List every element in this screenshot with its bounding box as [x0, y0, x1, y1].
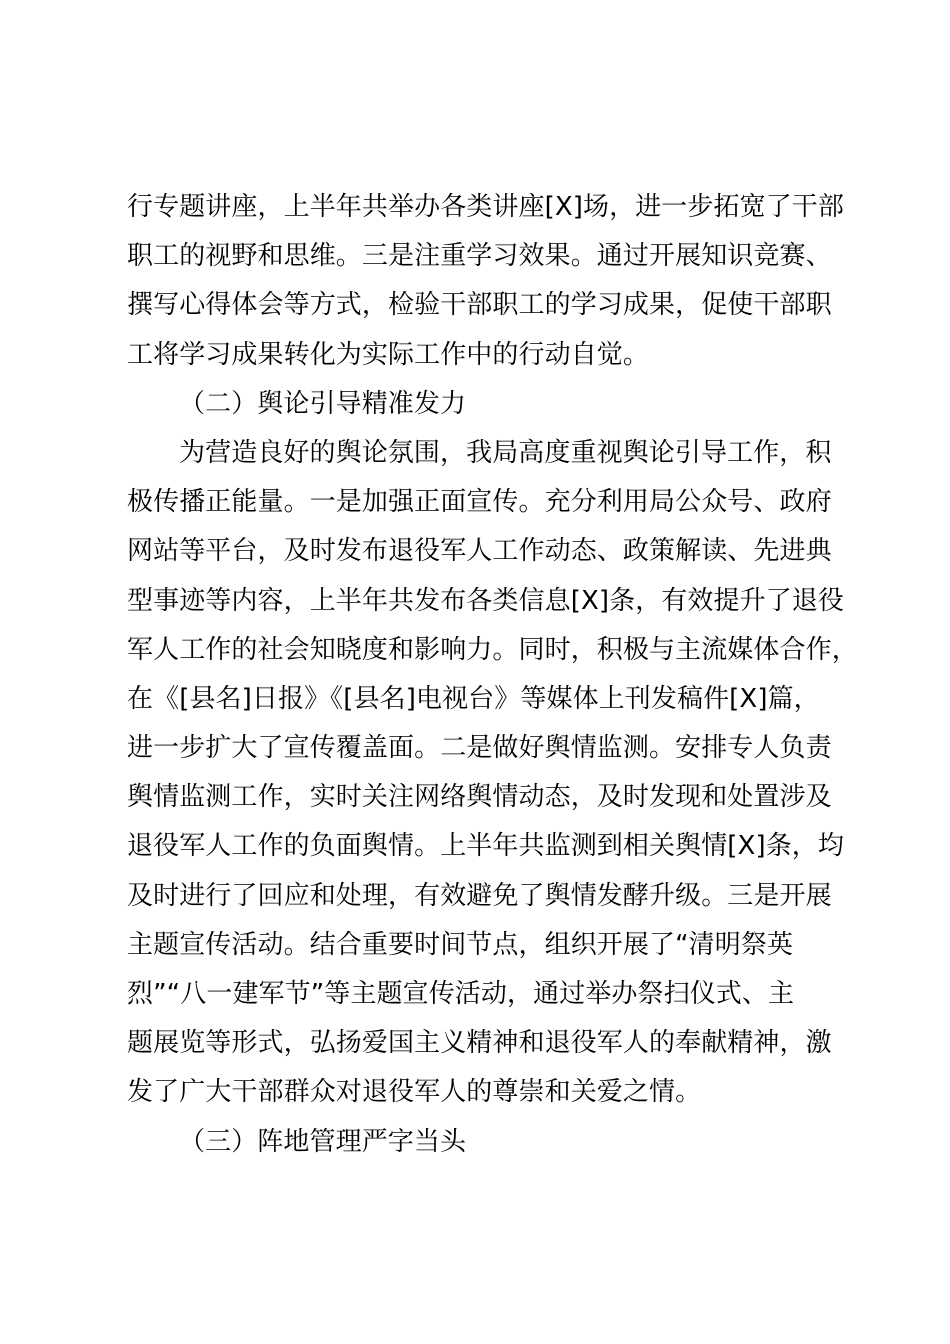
- paragraph-line: 发了广大干部群众对退役军人的尊崇和关爱之情。: [127, 1077, 702, 1108]
- paragraph-line: 及时进行了回应和处理，有效避免了舆情发酵升级。三是开展: [127, 880, 832, 911]
- paragraph-line: 题展览等形式，弘扬爱国主义精神和退役军人的奉献精神，激: [127, 1028, 832, 1059]
- paragraph-line: 职工的视野和思维。三是注重学习效果。通过开展知识竞赛、: [127, 241, 832, 272]
- paragraph-line: 行专题讲座，上半年共举办各类讲座[X]场，进一步拓宽了干部: [127, 192, 844, 222]
- section-heading: （二）舆论引导精准发力: [179, 388, 467, 419]
- paragraph-line: 舆情监测工作，实时关注网络舆情动态，及时发现和处置涉及: [127, 782, 832, 813]
- paragraph-line: 进一步扩大了宣传覆盖面。二是做好舆情监测。安排专人负责: [127, 733, 832, 764]
- paragraph-line: 为营造良好的舆论氛围，我局高度重视舆论引导工作，积: [179, 437, 832, 468]
- paragraph-line: 型事迹等内容，上半年共发布各类信息[X]条，有效提升了退役: [127, 585, 844, 616]
- paragraph-line: 撰写心得体会等方式，检验干部职工的学习成果，促使干部职: [127, 290, 832, 321]
- paragraph-line: 退役军人工作的负面舆情。上半年共监测到相关舆情[X]条，均: [127, 831, 844, 862]
- paragraph-line: 主题宣传活动。结合重要时间节点，组织开展了“清明祭英: [127, 929, 794, 960]
- paragraph-line: 军人工作的社会知晓度和影响力。同时，积极与主流媒体合作，: [127, 634, 858, 665]
- paragraph-line: 烈”“八一建军节”等主题宣传活动，通过举办祭扫仪式、主: [127, 979, 795, 1009]
- body-text: [127, 183, 858, 1167]
- paragraph-line: 在《[县名]日报》《[县名]电视台》等媒体上刊发稿件[X]篇，: [127, 683, 820, 714]
- paragraph-line: 极传播正能量。一是加强正面宣传。充分利用局公众号、政府: [127, 487, 832, 518]
- section-heading: （三）阵地管理严字当头: [179, 1126, 467, 1157]
- paragraph-line: 网站等平台，及时发布退役军人工作动态、政策解读、先进典: [127, 536, 832, 567]
- paragraph-line: 工将学习成果转化为实际工作中的行动自觉。: [127, 339, 650, 370]
